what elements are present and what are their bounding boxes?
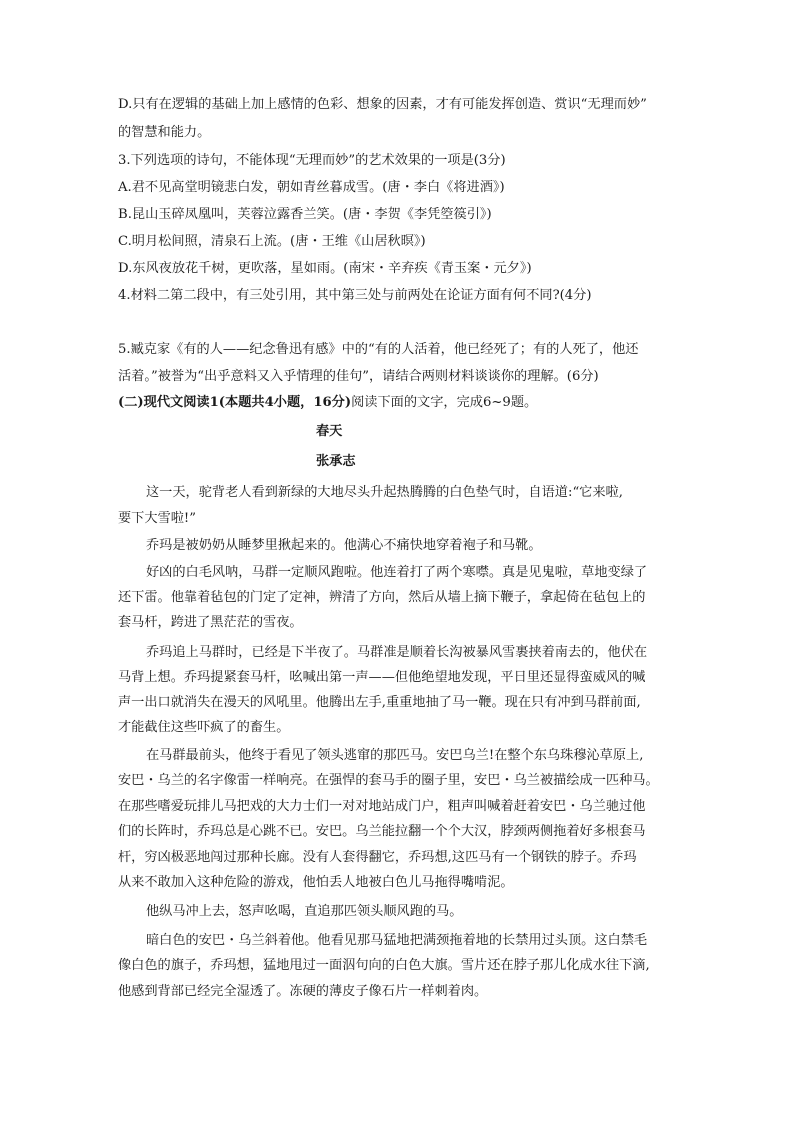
p4-line1: 乔玛追上马群时，已经是下半夜了。马群准是顺着长沟被暴风雪裹挟着南去的，他伏在 — [146, 645, 648, 660]
p3-line1: 好凶的白毛风呐，马群一定顺风跑啦。他连着打了两个寒噤。真是见鬼啦，草地变绿了 — [146, 565, 648, 580]
q3-option-a: A.君不见高堂明镜悲白发，朝如青丝暮成雪。(唐・李白《将进酒》) — [118, 180, 505, 195]
p3-line2: 还下雷。他靠着毡包的门定了定神，辨清了方向，然后从墙上摘下鞭子，拿起倚在毡包上的 — [118, 590, 646, 605]
story-title: 春天 — [316, 424, 343, 439]
p3-line3: 套马杆，跨进了黑茫茫的雪夜。 — [118, 615, 303, 630]
p7-line3: 他感到背部已经完全湿透了。冻硬的薄皮子像石片一样刺着肉。 — [118, 984, 488, 999]
p4-line2: 马背上想。乔玛提紧套马杆，吆喊出第一声——但他绝望地发现，平日里还显得蛮威风的喊 — [118, 670, 646, 685]
p5-line4: 们的长阵时，乔玛总是心跳不已。安巴。乌兰能拉翻一个个大汉，脖颈两侧拖着好多根套马 — [118, 824, 646, 839]
p1-line2: 要下大雪啦!” — [118, 511, 196, 526]
p5-line1: 在马群最前头，他终于看见了领头逃窜的那匹马。安巴乌兰!在整个东乌珠穆沁草原上, — [146, 748, 644, 763]
q3-stem: 3.下列选项的诗句，不能体现“无理而妙”的艺术效果的一项是(3分) — [118, 153, 506, 168]
q3-option-b: B.昆山玉碎凤凰叫，芙蓉泣露香兰笑。(唐・李贺《李凭箜篌引》) — [118, 207, 492, 222]
section2-heading-rest: 阅读下面的文字，完成6~9题。 — [351, 395, 538, 410]
q2-option-d-line1: D.只有在逻辑的基础上加上感情的色彩、想象的因素，才有可能发挥创造、赏识“无理而妙” — [118, 97, 647, 112]
p5-line3: 在那些嗜爱玩排儿马把戏的大力士们一对对地站成门户，粗声叫喊着赶着安巴・乌兰驰过他 — [118, 799, 646, 814]
p4-line3: 声一出口就消失在漫天的风吼里。他腾出左手,重重地抽了马一鞭。现在只有冲到马群前面, — [118, 695, 641, 710]
q3-option-d: D.东风夜放花千树，更吹落，星如雨。(南宋・辛弃疾《青玉案・元夕》) — [118, 261, 532, 276]
p5-line5: 杆，穷凶极恶地闯过那种长廊。没有人套得翻它，乔玛想,这匹马有一个钢铁的脖子。乔玛 — [118, 850, 637, 865]
q5-line1: 5.臧克家《有的人——纪念鲁迅有感》中的“有的人活着，他已经死了；有的人死了，他还 — [118, 342, 639, 357]
story-author: 张承志 — [316, 454, 356, 469]
p7-line1: 暗白色的安巴・乌兰斜着他。他看见那马猛地把满颈拖着地的长禁用过头顶。这白禁毛 — [146, 933, 648, 948]
q4-stem: 4.材料二第二段中，有三处引用，其中第三处与前两处在论证方面有何不同?(4分) — [118, 288, 592, 303]
p4-line4: 才能截住这些吓疯了的畜生。 — [118, 720, 290, 735]
p5-line6: 从来不敢加入这种危险的游戏，他怕丢人地被白色儿马拖得嘴啃泥。 — [118, 875, 514, 890]
p1-line1: 这一天，驼背老人看到新绿的大地尽头升起热腾腾的白色垫气时，自语道:“它来啦, — [146, 485, 623, 500]
p5-line2: 安巴・乌兰的名字像雷一样响亮。在强悍的套马手的圈子里，安巴・乌兰被描绘成一匹种马。 — [118, 773, 659, 788]
p7-line2: 像白色的旗子，乔玛想，猛地甩过一面泅句向的白色大旗。雪片还在脖子那儿化成水往下滴, — [118, 958, 650, 973]
q3-option-c: C.明月松间照，清泉石上流。(唐・王维《山居秋暝》) — [118, 234, 426, 249]
section2-heading-bold: (二)现代文阅读1(本题共4小题，16分) — [118, 395, 352, 410]
p2-line1: 乔玛是被奶奶从睡梦里揪起来的。他满心不痛快地穿着袍子和马靴。 — [146, 538, 542, 553]
section2-heading — [118, 393, 537, 413]
q2-option-d-line2: 的智慧和能力。 — [118, 125, 211, 140]
p6-line1: 他纵马冲上去，怒声吆喝，直追那匹领头顺风跑的马。 — [146, 904, 463, 919]
q5-line2: 活着。”被誉为“出乎意料又入乎情理的佳句”，请结合两则材料谈谈你的理解。(6分) — [118, 369, 599, 384]
